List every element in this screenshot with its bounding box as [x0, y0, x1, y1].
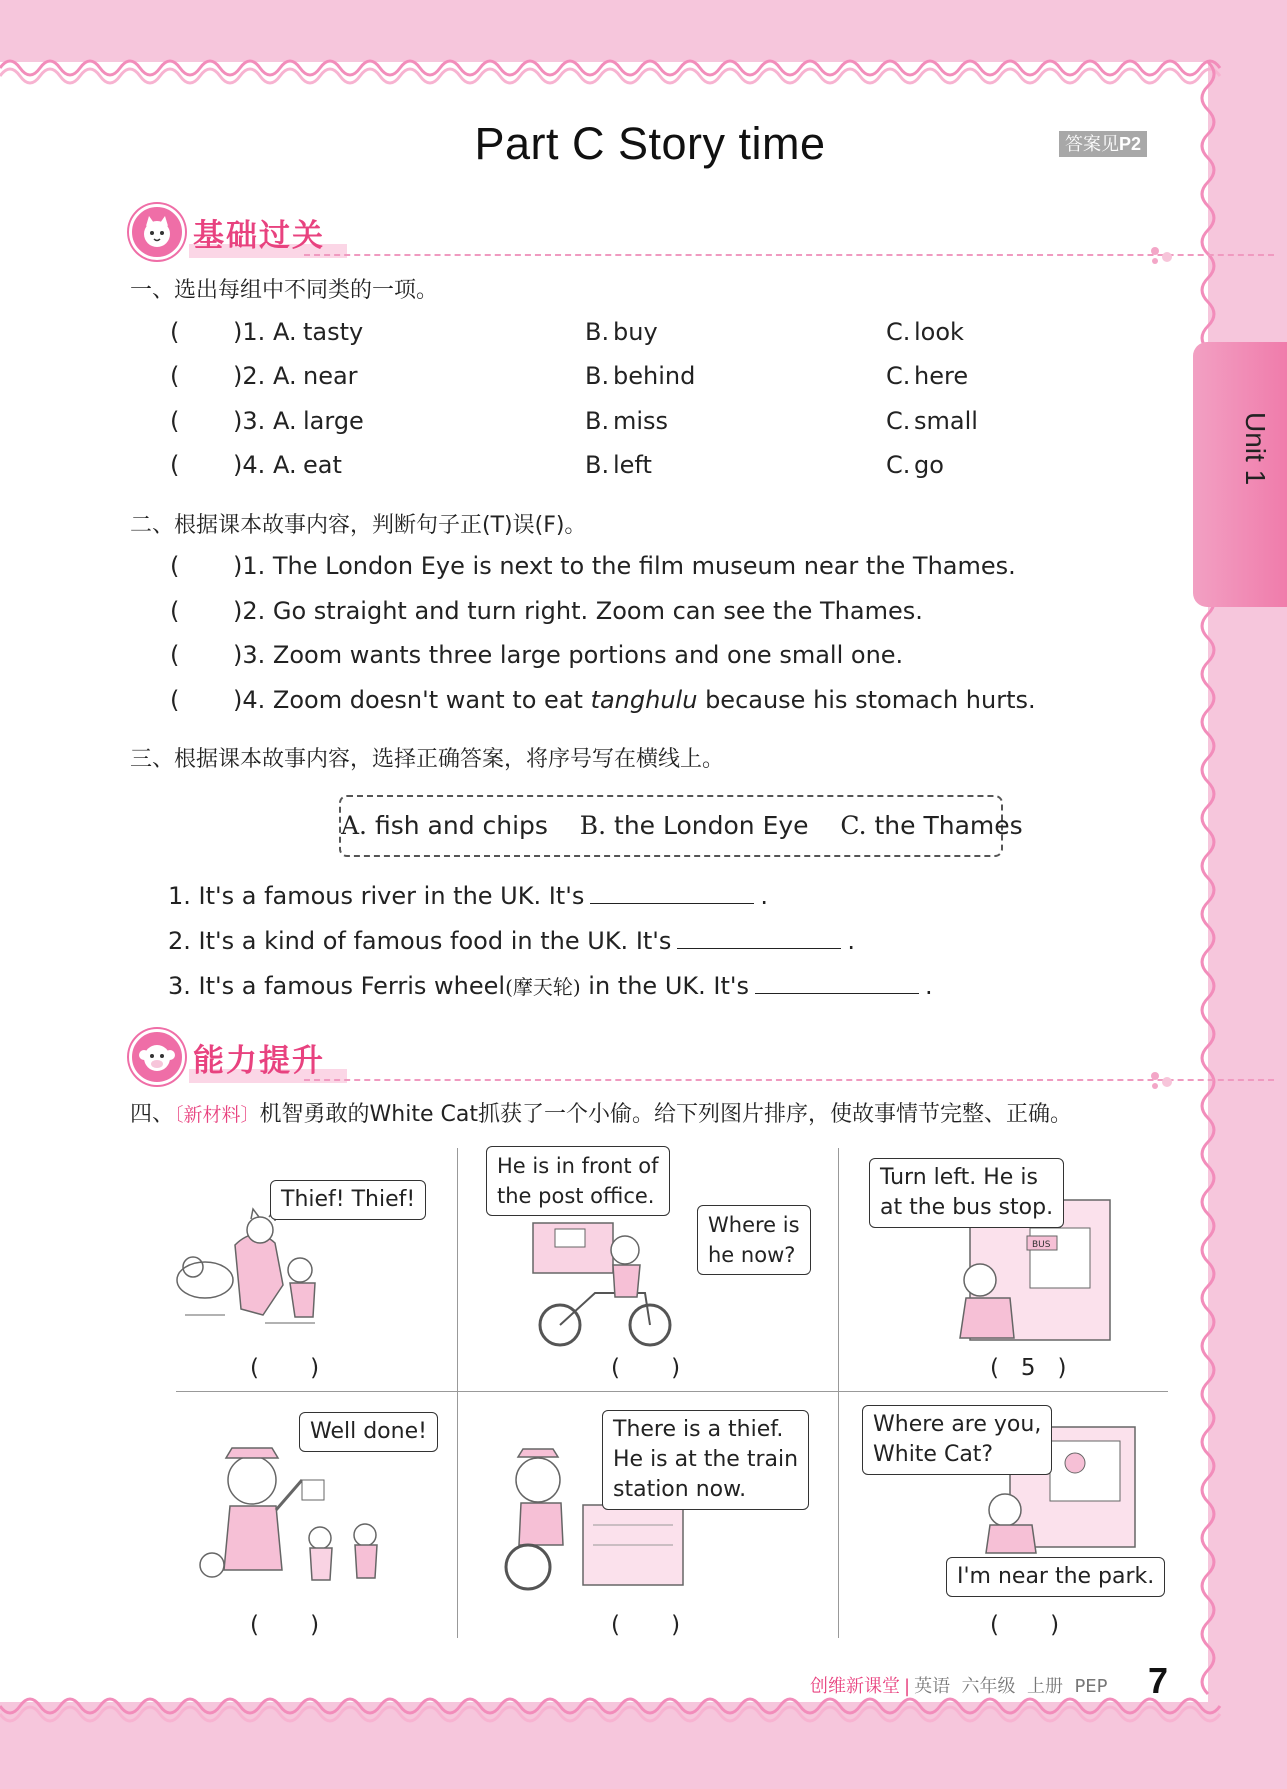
q2-item-4-pre: )4. Zoom doesn't want to eat — [233, 686, 591, 714]
option-c-letter: C. — [886, 318, 911, 346]
footer-separator: | — [904, 1676, 911, 1697]
q3-item-3-mid: in the UK. It's — [580, 972, 749, 1000]
option-a-letter: A. — [341, 811, 368, 840]
q3-item-1-end: . — [760, 882, 768, 910]
new-material-tag: 〔新材料〕 — [174, 1104, 260, 1126]
q2-item-4-post: because his stomach hurts. — [697, 686, 1036, 714]
answer-blank[interactable] — [677, 948, 841, 949]
q1-num: )4. — [233, 451, 266, 479]
option-a-letter: A. — [273, 362, 297, 390]
answer-ref-page: P2 — [1119, 134, 1142, 154]
option-b-word: left — [613, 451, 652, 479]
page-number: 7 — [1148, 1660, 1169, 1701]
top-wavy-border — [0, 48, 1287, 88]
footer-edition: PEP — [1074, 1676, 1108, 1697]
q3-item-2-end: . — [847, 927, 856, 955]
answer-paren-open[interactable]: ( — [170, 641, 180, 669]
q3-item-3-gloss: (摩天轮) — [505, 975, 581, 999]
footer-volume: 上册 — [1026, 1676, 1063, 1697]
option-c-word: go — [914, 451, 944, 479]
section-title-advanced: 能力提升 — [193, 1043, 325, 1079]
option-b-letter: B. — [585, 451, 610, 479]
q3-item-1-text: 1. It's a famous river in the UK. It's — [168, 882, 585, 910]
section-header-basic — [129, 202, 1169, 262]
cat-on-motorbike-illustration — [525, 1215, 695, 1350]
q3-item-3 — [168, 971, 933, 1000]
section-header-advanced — [129, 1027, 1169, 1087]
section-divider — [304, 254, 1274, 256]
answer-paren-open[interactable]: ( — [170, 407, 180, 435]
option-c-letter: C. — [886, 362, 911, 390]
order-answer-box[interactable]: ( ) — [250, 1612, 320, 1638]
speech-bubble: Thief! Thief! — [270, 1180, 426, 1220]
option-c-letter: C. — [886, 407, 911, 435]
question-3-heading: 三、根据课本故事内容，选择正确答案，将序号写在横线上。 — [130, 747, 725, 772]
option-a-word: near — [303, 362, 358, 390]
speech-bubble: Well done! — [299, 1412, 438, 1452]
police-cat-praise-illustration — [190, 1440, 400, 1595]
q4-number: 四、 — [130, 1102, 175, 1127]
order-answer-box[interactable]: ( ) — [611, 1355, 681, 1381]
footer-info — [810, 1672, 1108, 1698]
speech-bubble: He is in front of the post office. — [486, 1146, 670, 1216]
monkey-mascot-icon — [129, 1029, 185, 1085]
speech-bubble: Where are you, White Cat? — [862, 1405, 1052, 1475]
dots-decoration-icon — [1147, 1070, 1187, 1090]
question-4-heading — [130, 1097, 1072, 1128]
panel-grid-horizontal — [176, 1391, 1168, 1392]
q3-item-2 — [168, 927, 855, 955]
dots-decoration-icon — [1147, 245, 1187, 265]
option-b-letter: B. — [585, 407, 610, 435]
answer-paren-open[interactable]: ( — [170, 597, 180, 625]
unit-side-tab — [1193, 342, 1287, 607]
q3-item-3-end: . — [924, 972, 933, 1000]
option-a-word: tasty — [303, 318, 364, 346]
q1-num: )1. — [233, 318, 266, 346]
option-a-text: fish and chips — [374, 811, 548, 840]
bottom-wavy-border — [0, 1692, 1287, 1732]
q1-num: )3. — [233, 407, 266, 435]
answer-blank[interactable] — [590, 903, 754, 904]
cat-mascot-icon — [129, 204, 185, 260]
footer-grade: 六年级 — [961, 1676, 1016, 1697]
option-c-letter: C. — [886, 451, 911, 479]
answer-paren-open[interactable]: ( — [170, 318, 180, 346]
speech-bubble: Turn left. He is at the bus stop. — [869, 1158, 1064, 1228]
question-2-heading: 二、根据课本故事内容，判断句子正(T)误(F)。 — [130, 513, 587, 538]
order-answer-box[interactable]: ( 5 ) — [990, 1355, 1067, 1381]
option-b-word: behind — [613, 362, 696, 390]
order-answer-box[interactable]: ( ) — [611, 1612, 681, 1638]
q2-item-2: )2. Go straight and turn right. Zoom can see the Thames. — [233, 597, 923, 625]
right-wavy-border — [1196, 62, 1226, 1702]
q2-item-4 — [233, 686, 1036, 714]
options-box — [339, 795, 1023, 857]
option-b-word: miss — [613, 407, 669, 435]
answer-blank[interactable] — [755, 993, 919, 994]
option-c-text: the Thames — [874, 811, 1023, 840]
option-c-word: small — [914, 407, 978, 435]
bus-sign-text: BUS — [1032, 1240, 1051, 1250]
q2-item-3: )3. Zoom wants three large portions and one small one. — [233, 641, 904, 669]
panel-grid-vertical — [457, 1148, 458, 1638]
question-1-heading: 一、选出每组中不同类的一项。 — [130, 278, 439, 303]
option-c-word: here — [914, 362, 969, 390]
order-answer-box[interactable]: ( ) — [990, 1612, 1060, 1638]
q3-item-2-text: 2. It's a kind of famous food in the UK. It's — [168, 927, 672, 955]
q3-item-3-text: 3. It's a famous Ferris wheel — [168, 972, 506, 1000]
option-b-letter: B. — [579, 811, 607, 840]
option-a-letter: A. — [273, 451, 297, 479]
option-c-letter: C. — [840, 811, 867, 840]
section-title-basic: 基础过关 — [193, 218, 325, 254]
section-divider — [304, 1079, 1274, 1081]
speech-bubble: I'm near the park. — [946, 1557, 1165, 1597]
answer-ref-prefix: 答案见 — [1065, 134, 1119, 155]
option-a-word: large — [303, 407, 364, 435]
answer-paren-open[interactable]: ( — [170, 552, 180, 580]
order-answer-box[interactable]: ( ) — [250, 1355, 320, 1381]
page-title: Part C Story time — [474, 118, 826, 169]
speech-bubble: There is a thief. He is at the train station now. — [602, 1410, 809, 1510]
option-a-word: eat — [303, 451, 342, 479]
q4-instructions: 机智勇敢的White Cat抓获了一个小偷。给下列图片排序，使故事情节完整、正确。 — [259, 1102, 1072, 1127]
panel-grid-vertical — [838, 1148, 839, 1638]
footer-subject: 英语 — [914, 1676, 951, 1697]
speech-bubble: Where is he now? — [697, 1205, 811, 1275]
option-b-letter: B. — [585, 362, 610, 390]
option-b-word: buy — [613, 318, 658, 346]
q1-num: )2. — [233, 362, 266, 390]
unit-label: Unit 1 — [1240, 412, 1271, 486]
q2-item-4-italic: tanghulu — [590, 686, 698, 714]
answer-paren-open[interactable]: ( — [170, 362, 180, 390]
footer-brand: 创维新课堂 — [810, 1676, 900, 1697]
option-a-letter: A. — [273, 318, 297, 346]
answer-paren-open[interactable]: ( — [170, 686, 180, 714]
option-b-letter: B. — [585, 318, 610, 346]
answer-reference-badge — [1059, 131, 1147, 157]
q2-item-1: )1. The London Eye is next to the film museum near the Thames. — [233, 552, 1016, 580]
q3-item-1 — [168, 882, 768, 910]
option-c-word: look — [914, 318, 964, 346]
option-a-letter: A. — [273, 407, 297, 435]
option-b-text: the London Eye — [614, 811, 809, 840]
cat-chasing-thief-illustration — [165, 1205, 335, 1330]
answer-paren-open[interactable]: ( — [170, 451, 180, 479]
